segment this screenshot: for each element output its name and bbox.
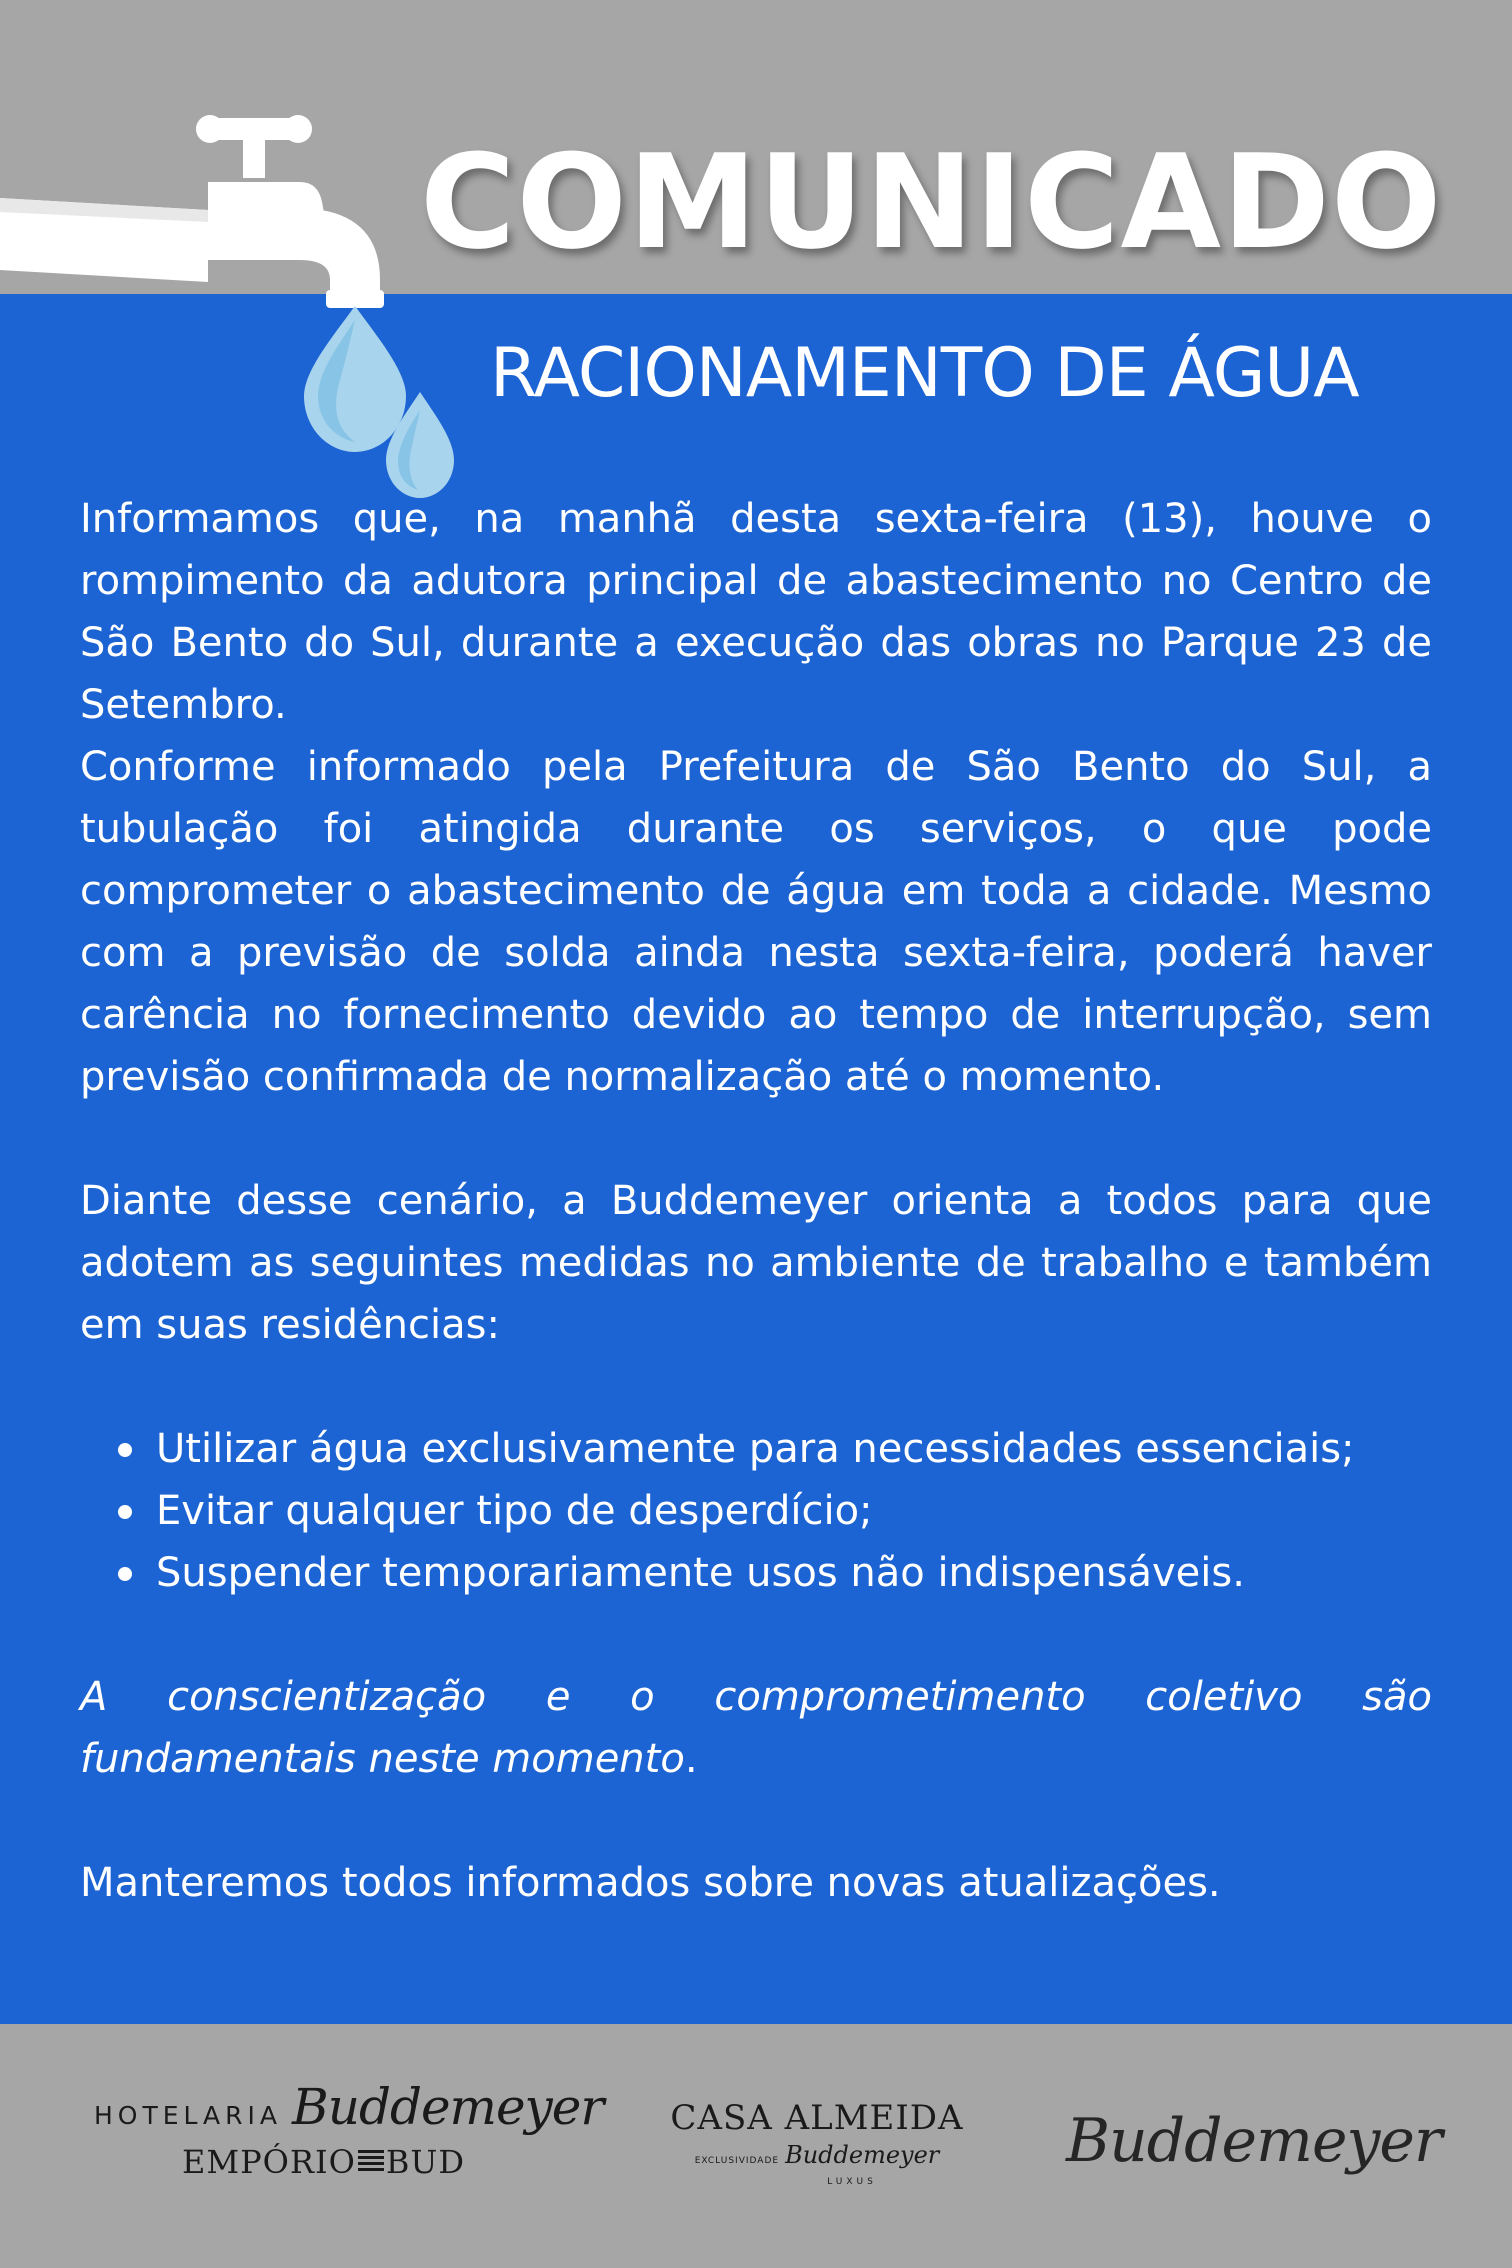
logo-hotelaria-prefix: HOTELARIA	[94, 2101, 282, 2130]
paragraph-incident: Informamos que, na manhã desta sexta-feira (13), houve o rompimento da adutora principal de abastecimento no Centro de São Bento do Sul, durante a execução das obras no Parque 23 de Setembro.	[80, 496, 1432, 728]
stripes-mark-icon	[358, 2150, 384, 2174]
spacer	[80, 1356, 1432, 1418]
faucet-icon	[0, 110, 480, 500]
paragraph-orientation: Diante desse cenário, a Buddemeyer orienta a todos para que adotem as seguintes medidas no ambiente de trabalho e também em suas residências:	[80, 1178, 1432, 1348]
paragraph-closing: Manteremos todos informados sobre novas atualizações.	[80, 1860, 1221, 1906]
logo-casa-tag: EXCLUSIVIDADE	[694, 2156, 780, 2166]
list-item: Suspender temporariamente usos não indispensáveis.	[156, 1542, 1432, 1604]
list-item: Utilizar água exclusivamente para necessidades essenciais;	[156, 1418, 1432, 1480]
awareness-text: A conscientização e o comprometimento coletivo são fundamentais neste momento	[80, 1674, 1432, 1782]
logo-casa-almeida	[662, 2096, 972, 2206]
page-subtitle: RACIONAMENTO DE ÁGUA	[490, 334, 1359, 413]
footer-logos	[0, 2024, 1512, 2268]
awareness-period: .	[684, 1736, 698, 1782]
announcement-body	[80, 488, 1432, 1914]
spacer	[80, 1108, 1432, 1170]
paragraph-awareness	[80, 1666, 1432, 1790]
logo-buddemeyer: Buddemeyer	[1066, 2106, 1442, 2176]
spacer	[80, 1790, 1432, 1852]
paragraph-city-info: Conforme informado pela Prefeitura de São Bento do Sul, a tubulação foi atingida durante os serviços, o que pode comprometer o abastecimento de água em toda a cidade. Mesmo com a previsão de solda ainda nesta sexta-feira, poderá haver carência no fornecimento devido ao tempo de interrupção, sem previsão confirmada de normalização até o momento.	[80, 744, 1432, 1100]
water-drop-icon	[304, 306, 406, 452]
logo-hotelaria-brand: Buddemeyer	[292, 2078, 604, 2136]
logo-casa-name: CASA ALMEIDA	[670, 2098, 964, 2138]
logo-hotelaria-emporio	[94, 2078, 604, 2198]
logo-casa-sub: LUXUS	[827, 2177, 877, 2187]
logo-emporio-left: EMPÓRIO	[182, 2143, 356, 2181]
logo-casa-brand: Buddemeyer	[785, 2141, 940, 2169]
logo-emporio-right: BUD	[385, 2143, 465, 2181]
page-title: COMUNICADO	[420, 126, 1443, 278]
list-item: Evitar qualquer tipo de desperdício;	[156, 1480, 1432, 1542]
spacer	[80, 1604, 1432, 1666]
measures-list	[80, 1418, 1432, 1604]
